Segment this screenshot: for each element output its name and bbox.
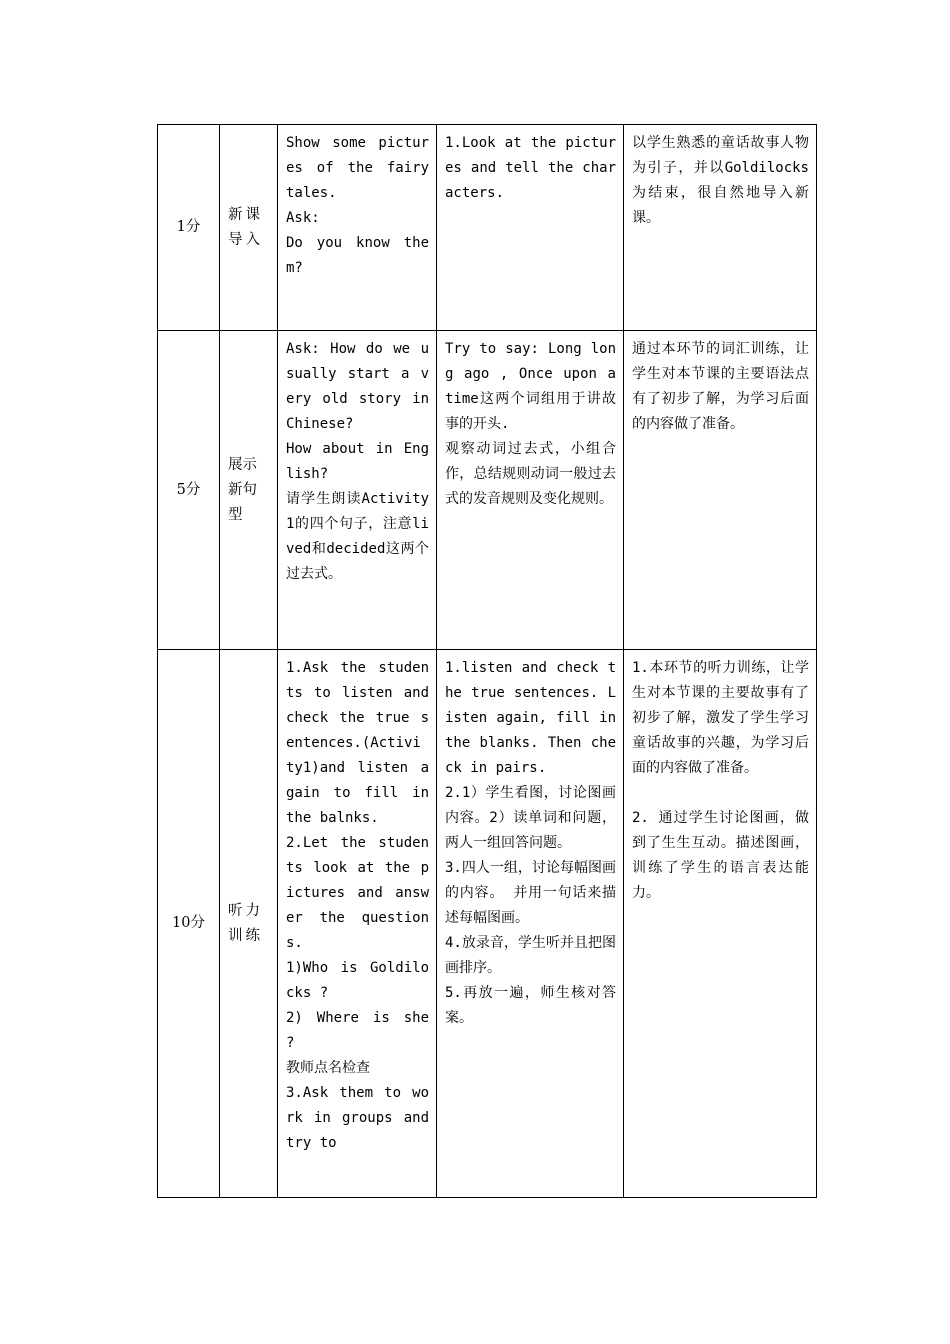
teacher-activity-text: How about in English? (286, 441, 429, 482)
stage-cell: 新课导入 (220, 125, 278, 331)
student-activity-text: 1.listen and check the true sentences. Listen again, fill in the blanks. Then check in pairs. (445, 660, 625, 776)
stage-cell: 听力训练 (220, 650, 278, 1198)
teacher-activity-text: Do you know them? (286, 235, 429, 276)
design-intent-cell (624, 125, 817, 331)
design-intent-cell (624, 331, 817, 650)
teacher-activity-text: Ask: (286, 210, 320, 226)
design-intent-text: 1.本环节的听力训练，让学生对本节课的主要故事有了初步了解，激发了学生学习童话故事的兴趣，为学习后面的内容做了准备。 (632, 660, 809, 776)
design-intent-text: 以学生熟悉的童话故事人物为引子，并以Goldilocks为结束，很自然地导入新课。 (632, 135, 809, 226)
teacher-activity-text: 2) Where is she ? (286, 1010, 438, 1051)
student-activity-cell (437, 650, 624, 1198)
teacher-activity-text: Ask: How do we usually start a very old story in Chinese? (286, 341, 438, 432)
teacher-activity-text: 2.Let the students look at the pictures and answer the questions. (286, 835, 429, 951)
student-activity-text: 2.1）学生看图，讨论图画内容。2）读单词和问题，两人一组回答问题。 (445, 785, 616, 851)
stage-cell: 展示新句型 (220, 331, 278, 650)
student-activity-text: Try to say: Long long ago , Once upon a time这两个词组用于讲故事的开头. (445, 341, 625, 432)
table-row (158, 650, 817, 1198)
teacher-activity-text: 教师点名检查 (286, 1060, 370, 1076)
design-intent-text: 2. 通过学生讨论图画，做到了生生互动。描述图画，训练了学生的语言表达能力。 (632, 810, 809, 901)
table-row (158, 331, 817, 650)
table-row (158, 125, 817, 331)
student-activity-cell (437, 125, 624, 331)
student-activity-cell (437, 331, 624, 650)
student-activity-text: 4.放录音，学生听并且把图画排序。 (445, 935, 616, 976)
design-intent-text: 通过本环节的词汇训练，让学生对本节课的主要语法点有了初步了解，为学习后面的内容做了准备。 (632, 341, 809, 432)
student-activity-text: 观察动词过去式，小组合作，总结规则动词一般过去式的发音规则及变化规则。 (445, 441, 616, 507)
teacher-activity-text: 1.Ask the students to listen and check the true sentences.(Activity1)and listen again to fill in the balnks. (286, 660, 438, 826)
lesson-plan-table (157, 124, 817, 1198)
teacher-activity-text: Show some pictures of the fairy tales. (286, 135, 438, 201)
teacher-activity-text: 请学生朗读Activity1的四个句子，注意lived和decided这两个过去式。 (286, 491, 429, 582)
teacher-activity-text: 3.Ask them to work in groups and try to (286, 1085, 438, 1151)
student-activity-text: 3.四人一组，讨论每幅图画的内容。 并用一句话来描述每幅图画。 (445, 860, 616, 926)
student-activity-text: 1.Look at the pictures and tell the characters. (445, 135, 616, 201)
time-cell: 5分 (158, 331, 220, 650)
design-intent-cell (624, 650, 817, 1198)
time-cell: 10分 (158, 650, 220, 1198)
paragraph-gap (632, 781, 809, 806)
student-activity-text: 5.再放一遍，师生核对答案。 (445, 985, 616, 1026)
teacher-activity-text: 1)Who is Goldilocks ? (286, 960, 429, 1001)
teacher-activity-cell (278, 650, 437, 1198)
teacher-activity-cell (278, 331, 437, 650)
time-cell: 1分 (158, 125, 220, 331)
teacher-activity-cell (278, 125, 437, 331)
